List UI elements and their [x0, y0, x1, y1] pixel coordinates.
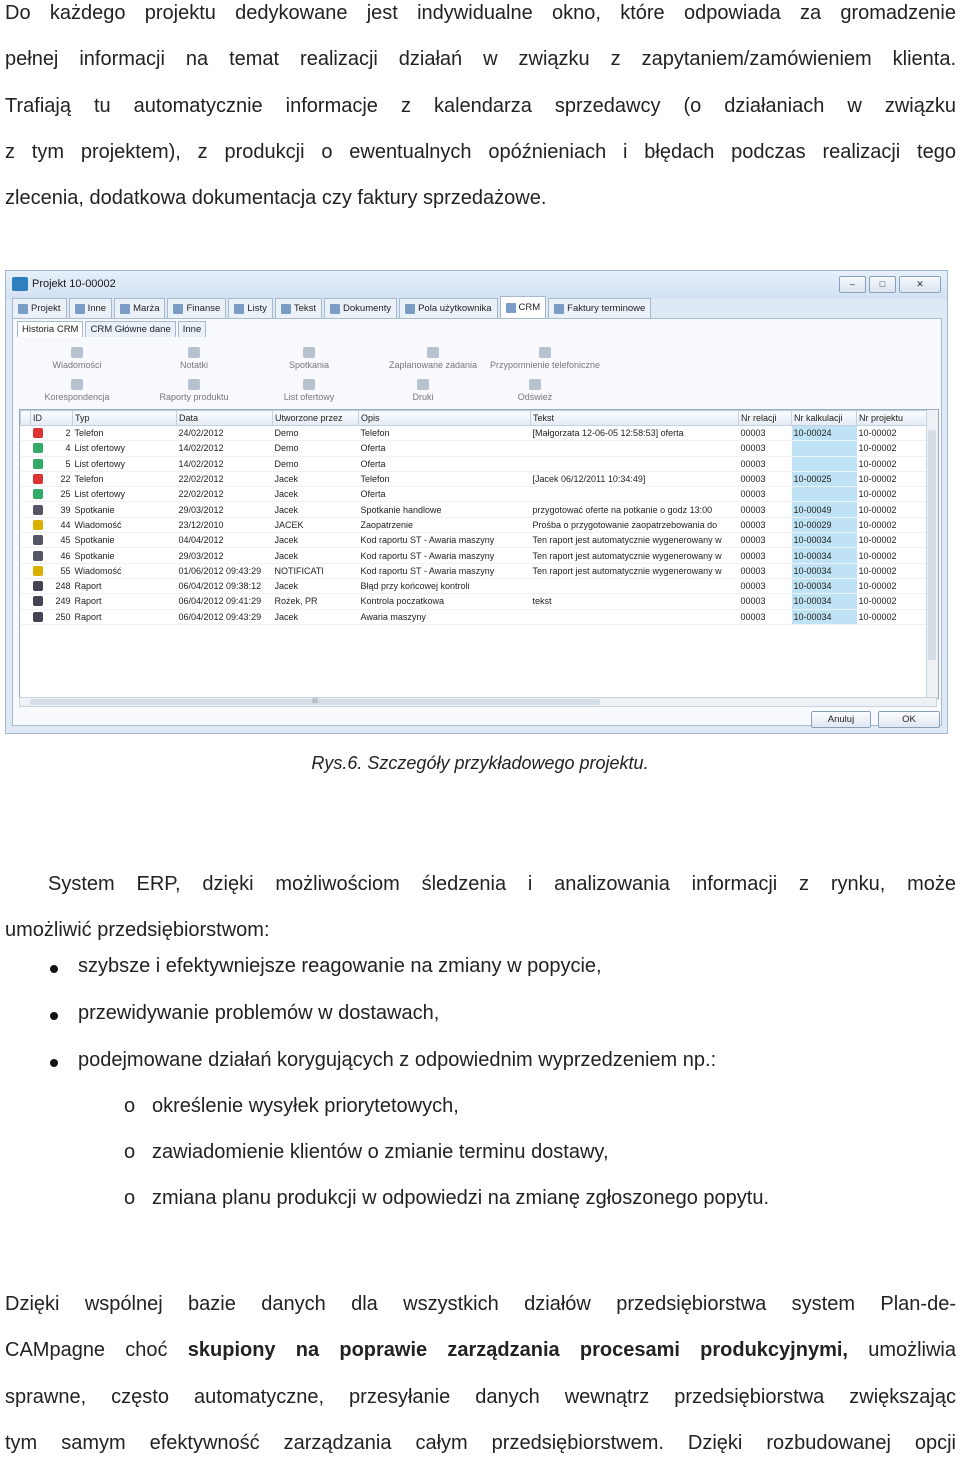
cell: 10-00029: [792, 517, 857, 532]
cell: Zaopatrzenie: [359, 517, 531, 532]
vertical-scroll-thumb[interactable]: [928, 430, 936, 660]
closing-text: CAMpagne choć: [5, 1339, 188, 1362]
cell: 23/12/2010: [177, 517, 273, 532]
cell-text: 39: [60, 504, 71, 515]
crm-history-grid: [19, 409, 939, 699]
cell: 10-00034: [792, 578, 857, 593]
column-header[interactable]: Nr projektu: [857, 411, 927, 426]
cell: Kod raportu ST - Awaria maszyny: [359, 563, 531, 578]
cell: [31, 456, 73, 471]
cell: [31, 594, 73, 609]
cell: List ofertowy: [73, 456, 177, 471]
row-type-icon: [33, 505, 43, 515]
table-row[interactable]: [21, 487, 927, 502]
tab-5[interactable]: [275, 298, 322, 318]
cell: 29/03/2012: [177, 502, 273, 517]
cell: Oferta: [359, 456, 531, 471]
tool-label: List ofertowy: [283, 392, 335, 402]
cell: [31, 533, 73, 548]
subtab-2[interactable]: Inne: [178, 321, 207, 337]
closing-line: [5, 1327, 956, 1373]
tab-label: Faktury terminowe: [567, 303, 646, 314]
row-type-icon: [33, 474, 43, 484]
cell: 00003: [739, 471, 792, 486]
tab-icon: [405, 304, 415, 314]
cell: 10-00002: [857, 471, 927, 486]
cell: [31, 502, 73, 517]
cell: Jacek: [273, 502, 359, 517]
cell: 00003: [739, 548, 792, 563]
column-header[interactable]: Nr relacji: [739, 411, 792, 426]
cell: 00003: [739, 441, 792, 456]
tab-label: Inne: [87, 303, 107, 314]
tab-label: Projekt: [31, 303, 61, 314]
title-bar: [6, 271, 947, 299]
print-tool[interactable]: [373, 379, 473, 402]
cell: [792, 487, 857, 502]
cell: 06/04/2012 09:38:12: [177, 578, 273, 593]
tab-icon: [173, 304, 183, 314]
cell: 10-00024: [792, 426, 857, 441]
sub-bullet-text: zmiana planu produkcji w odpowiedzi na zmianę zgłoszonego popytu.: [152, 1187, 770, 1209]
cell: Telefon: [359, 471, 531, 486]
cell: 04/04/2012: [177, 533, 273, 548]
messages-tool[interactable]: [27, 347, 127, 370]
tab-8[interactable]: [500, 296, 547, 318]
cell-text: 55: [60, 565, 71, 576]
row-selector[interactable]: [21, 441, 31, 456]
bullet-text: szybsze i efektywniejsze reagowanie na zmiany w popycie,: [78, 955, 602, 977]
cell: Jacek: [273, 471, 359, 486]
tab-9[interactable]: [548, 298, 651, 318]
cell-text: 248: [55, 581, 71, 592]
row-selector[interactable]: [21, 487, 31, 502]
cell: 24/02/2012: [177, 426, 273, 441]
row-type-icon: [33, 520, 43, 530]
row-type-icon: [33, 596, 43, 606]
cell: JACEK: [273, 517, 359, 532]
horizontal-scrollbar[interactable]: [19, 697, 937, 707]
closing-text: umożliwia: [847, 1339, 956, 1362]
crm-panel: [12, 318, 942, 726]
row-selector[interactable]: [21, 502, 31, 517]
cell-text: 5: [65, 458, 71, 469]
row-selector[interactable]: [21, 594, 31, 609]
sub-bullet-marker: o: [124, 1187, 136, 1209]
vertical-scrollbar[interactable]: [926, 410, 938, 698]
task-icon: [427, 347, 439, 358]
tab-0[interactable]: [12, 298, 67, 318]
cell: 10-00002: [857, 609, 927, 624]
cell: 10-00049: [792, 502, 857, 517]
row-type-icon: [33, 551, 43, 561]
refresh-tool[interactable]: [485, 379, 585, 402]
cell: Raport: [73, 594, 177, 609]
cell: Spotkanie: [73, 533, 177, 548]
tab-icon: [330, 304, 340, 314]
tab-4[interactable]: [228, 298, 273, 318]
cell: Demo: [273, 441, 359, 456]
cell: 10-00034: [792, 594, 857, 609]
cell: przygotować oferte na potkanie o godz 13:00: [531, 502, 739, 517]
app-icon: [12, 277, 28, 291]
cell-text: 46: [60, 550, 71, 561]
cell: 10-00002: [857, 502, 927, 517]
product-reports-tool[interactable]: [144, 379, 244, 402]
cell: Jacek: [273, 578, 359, 593]
intro-line: z tym projektem), z produkcji o ewentualnych opóźnieniach i błędach podczas realizacji tego: [5, 140, 956, 163]
cell: 14/02/2012: [177, 441, 273, 456]
cell: [31, 609, 73, 624]
table-row[interactable]: [21, 578, 927, 593]
closing-bold-text: skupiony na poprawie zarządzania procesami produkcyjnymi,: [187, 1339, 848, 1362]
table-row[interactable]: [21, 441, 927, 456]
sub-bullet-text: zawiadomienie klientów o zmianie terminu dostawy,: [152, 1141, 609, 1163]
cell-text: 25: [60, 489, 71, 500]
cell: [Małgorzata 12-06-05 12:58:53] oferta: [531, 426, 739, 441]
cell: Oferta: [359, 487, 531, 502]
cell: Jacek: [273, 533, 359, 548]
cell: 10-00034: [792, 548, 857, 563]
cell: 10-00034: [792, 563, 857, 578]
cell: 10-00002: [857, 426, 927, 441]
table-row[interactable]: [21, 426, 927, 441]
cell: 10-00002: [857, 578, 927, 593]
grid-header: [21, 411, 927, 426]
cell: tekst: [531, 594, 739, 609]
column-header[interactable]: Typ: [73, 411, 177, 426]
cell: [31, 441, 73, 456]
row-selector[interactable]: [21, 456, 31, 471]
tab-label: Dokumenty: [343, 303, 392, 314]
cell: Kod raportu ST - Awaria maszyny: [359, 533, 531, 548]
sub-bullet-marker: o: [124, 1141, 136, 1163]
cell: 00003: [739, 517, 792, 532]
table-row[interactable]: [21, 609, 927, 624]
tab-icon: [234, 304, 244, 314]
cell: Demo: [273, 456, 359, 471]
closing-paragraph: [5, 1281, 956, 1466]
ok-button[interactable]: OK: [878, 711, 940, 728]
subtab-1[interactable]: CRM Główne dane: [85, 321, 175, 337]
sub-bullet-marker: o: [124, 1095, 136, 1117]
correspondence-tool[interactable]: [27, 379, 127, 402]
tool-label: Zaplanowane zadania: [388, 360, 478, 370]
closing-line: tym samym efektywność zarządzania całym przedsiębiorstwem. Dzięki rozbudowanej opcji: [5, 1431, 956, 1454]
tab-icon: [281, 304, 291, 314]
cell: Spotkanie: [73, 548, 177, 563]
report-icon: [188, 379, 200, 390]
cell: Raport: [73, 578, 177, 593]
tab-label: Pola użytkownika: [418, 303, 492, 314]
cell: [Jacek 06/12/2011 10:34:49]: [531, 471, 739, 486]
cell: 00003: [739, 594, 792, 609]
cell: Prośba o przygotowanie zaopatrzebowania do: [531, 517, 739, 532]
printer-icon: [417, 379, 429, 390]
cell: 10-00034: [792, 609, 857, 624]
cell: [531, 578, 739, 593]
column-header[interactable]: Utworzone przez: [273, 411, 359, 426]
meeting-icon: [303, 347, 315, 358]
column-header[interactable]: Tekst: [531, 411, 739, 426]
erp-line: System ERP, dzięki możliwościom śledzenia i analizowania informacji z rynku, może: [48, 873, 956, 895]
cell: [531, 609, 739, 624]
cell: 10-00002: [857, 441, 927, 456]
tab-label: Marża: [133, 303, 160, 314]
meetings-tool[interactable]: [259, 347, 359, 370]
cell: List ofertowy: [73, 441, 177, 456]
cell: Jacek: [273, 487, 359, 502]
cell: Jacek: [273, 609, 359, 624]
tool-label: Spotkania: [288, 360, 330, 370]
cell: Raport: [73, 609, 177, 624]
intro-line: zlecenia, dodatkowa dokumentacja czy faktury sprzedażowe.: [5, 187, 547, 210]
cell-text: 2: [65, 428, 71, 439]
cell: 00003: [739, 609, 792, 624]
cell-text: 249: [55, 596, 71, 607]
subtab-0[interactable]: Historia CRM: [17, 321, 83, 337]
cell: Wiadomość: [73, 517, 177, 532]
cell: 10-00002: [857, 548, 927, 563]
row-selector-header: [21, 411, 31, 426]
row-type-icon: [33, 566, 43, 576]
cell-text: 250: [55, 611, 71, 622]
cell: Ten raport jest automatycznie wygenerowany w: [531, 548, 739, 563]
cell: Oferta: [359, 441, 531, 456]
cell: Awaria maszyny: [359, 609, 531, 624]
cell: 22/02/2012: [177, 471, 273, 486]
tool-label: Raporty produktu: [159, 392, 229, 402]
notes-tool[interactable]: [144, 347, 244, 370]
tab-label: Listy: [247, 303, 267, 314]
tab-icon: [554, 304, 564, 314]
column-header[interactable]: Data: [177, 411, 273, 426]
tool-label: Wiadomości: [52, 360, 102, 370]
cell: 10-00002: [857, 456, 927, 471]
cell: Wiadomość: [73, 563, 177, 578]
cell: Spotkanie: [73, 502, 177, 517]
tool-label: Notatki: [179, 360, 208, 370]
column-header[interactable]: ID: [31, 411, 73, 426]
cell: 00003: [739, 456, 792, 471]
cell: 10-00002: [857, 487, 927, 502]
bullet-dot: [50, 1059, 58, 1067]
tab-7[interactable]: [399, 298, 497, 318]
tool-label: Przypomnienie telefoniczne: [489, 360, 601, 370]
cell: Kod raportu ST - Awaria maszyny: [359, 548, 531, 563]
column-header[interactable]: Nr kalkulacji: [792, 411, 857, 426]
phone-icon: [539, 347, 551, 358]
cell: 00003: [739, 563, 792, 578]
table-row[interactable]: [21, 548, 927, 563]
cell: Błąd przy końcowej kontroli: [359, 578, 531, 593]
tab-6[interactable]: [324, 298, 397, 318]
cancel-button[interactable]: Anuluj: [811, 711, 871, 728]
letter-icon: [303, 379, 315, 390]
table-row[interactable]: [21, 594, 927, 609]
crm-subtabs: [17, 321, 208, 337]
cell: 00003: [739, 502, 792, 517]
row-type-icon: [33, 489, 43, 499]
cell: [31, 563, 73, 578]
cell: Telefon: [359, 426, 531, 441]
cell-text: 4: [65, 443, 71, 454]
refresh-icon: [529, 379, 541, 390]
erp-line: umożliwić przedsiębiorstwom:: [5, 919, 270, 942]
row-type-icon: [33, 428, 43, 438]
cell: 10-00002: [857, 517, 927, 532]
closing-line: Dzięki wspólnej bazie danych dla wszystkich działów przedsiębiorstwa system Plan-de-: [5, 1293, 956, 1315]
cell: Ten raport jest automatycznie wygenerowany w: [531, 563, 739, 578]
offer-letter-tool[interactable]: [259, 379, 359, 402]
cell: [31, 548, 73, 563]
window-title: Projekt 10-00002: [32, 278, 116, 290]
table-row[interactable]: [21, 533, 927, 548]
sub-bullet-text: określenie wysyłek priorytetowych,: [152, 1095, 459, 1117]
cell: Telefon: [73, 426, 177, 441]
bullet-dot: [50, 965, 58, 973]
row-selector[interactable]: [21, 548, 31, 563]
minimize-button[interactable]: –: [839, 276, 866, 293]
cell: 00003: [739, 426, 792, 441]
figure-caption: Rys.6. Szczegóły przykładowego projektu.: [311, 753, 649, 773]
bullet-dot: [50, 1012, 58, 1020]
column-header[interactable]: Opis: [359, 411, 531, 426]
cell: 10-00002: [857, 563, 927, 578]
tab-label: CRM: [518, 302, 541, 313]
cell: Ten raport jest automatycznie wygenerowany w: [531, 533, 739, 548]
intro-line: pełnej informacji na temat realizacji działań w związku z zapytaniem/zamówieniem klienta.: [5, 48, 956, 71]
erp-paragraph: [5, 861, 956, 954]
tool-label: Druki: [412, 392, 434, 402]
cell: 01/06/2012 09:43:29: [177, 563, 273, 578]
tab-3[interactable]: [167, 298, 226, 318]
tab-2[interactable]: [114, 298, 165, 318]
tab-icon: [506, 303, 516, 313]
cell: 10-00002: [857, 594, 927, 609]
cell: Rożek, PR: [273, 594, 359, 609]
row-selector[interactable]: [21, 578, 31, 593]
main-tabs: [12, 298, 653, 318]
close-button[interactable]: ✕: [899, 276, 941, 293]
envelope-icon: [71, 347, 83, 358]
cell: 00003: [739, 533, 792, 548]
cell: 06/04/2012 09:41:29: [177, 594, 273, 609]
cell: 29/03/2012: [177, 548, 273, 563]
cell-text: 44: [60, 519, 71, 530]
cell: [792, 456, 857, 471]
cell: Jacek: [273, 548, 359, 563]
cell: [792, 441, 857, 456]
row-selector[interactable]: [21, 426, 31, 441]
tool-label: Odśwież: [517, 392, 553, 402]
cell: [31, 471, 73, 486]
crm-toolbar: [15, 341, 939, 403]
cell: [531, 456, 739, 471]
cell: [31, 578, 73, 593]
bullet-text: przewidywanie problemów w dostawach,: [78, 1002, 440, 1024]
cell: List ofertowy: [73, 487, 177, 502]
maximize-button[interactable]: □: [869, 276, 896, 293]
cell: [31, 426, 73, 441]
tab-icon: [120, 304, 130, 314]
cell: Kontrola poczatkowa: [359, 594, 531, 609]
table-row[interactable]: [21, 456, 927, 471]
intro-line: Trafiają tu automatycznie informacje z kalendarza sprzedawcy (o działaniach w związku: [5, 94, 956, 117]
cell: Demo: [273, 426, 359, 441]
row-type-icon: [33, 612, 43, 622]
cell: 22/02/2012: [177, 487, 273, 502]
cell: [531, 487, 739, 502]
row-selector[interactable]: [21, 533, 31, 548]
row-selector[interactable]: [21, 609, 31, 624]
cell: 10-00002: [857, 533, 927, 548]
cell-text: 22: [60, 474, 71, 485]
intro-paragraph: [5, 0, 956, 221]
row-type-icon: [33, 459, 43, 469]
cell: Telefon: [73, 471, 177, 486]
cell: 10-00025: [792, 471, 857, 486]
cell: Spotkanie handlowe: [359, 502, 531, 517]
cell: 00003: [739, 487, 792, 502]
cell: 00003: [739, 578, 792, 593]
note-icon: [188, 347, 200, 358]
row-type-icon: [33, 535, 43, 545]
intro-line: Do każdego projektu dedykowane jest indywidualne okno, które odpowiada za gromadzenie: [5, 2, 956, 24]
tab-label: Finanse: [186, 303, 221, 314]
cell-text: 45: [60, 535, 71, 546]
cell: 10-00034: [792, 533, 857, 548]
mail-icon: [71, 379, 83, 390]
table-row[interactable]: [21, 563, 927, 578]
cell: [531, 441, 739, 456]
cell: [31, 517, 73, 532]
table-row[interactable]: [21, 471, 927, 486]
row-selector[interactable]: [21, 563, 31, 578]
bullet-text: podejmowane działań korygujących z odpowiednim wyprzedzeniem np.:: [78, 1049, 717, 1071]
project-window: [5, 270, 948, 734]
tab-icon: [18, 304, 28, 314]
row-selector[interactable]: [21, 517, 31, 532]
phone-reminder-tool[interactable]: [485, 347, 605, 370]
cell: [31, 487, 73, 502]
scheduled-tasks-tool[interactable]: [373, 347, 493, 370]
row-type-icon: [33, 581, 43, 591]
cell: NOTIFICATI: [273, 563, 359, 578]
row-type-icon: [33, 443, 43, 453]
tool-label: Korespondencja: [44, 392, 110, 402]
tab-1[interactable]: [69, 298, 113, 318]
cell: 14/02/2012: [177, 456, 273, 471]
tab-label: Tekst: [293, 303, 317, 314]
tab-icon: [75, 304, 85, 314]
cell: 06/04/2012 09:43:29: [177, 609, 273, 624]
closing-line: sprawne, często automatyczne, przesyłanie danych wewnątrz przedsiębiorstwa zwiększając: [5, 1385, 956, 1408]
row-selector[interactable]: [21, 471, 31, 486]
horizontal-scroll-thumb[interactable]: III: [30, 699, 600, 705]
table-row[interactable]: [21, 502, 927, 517]
table-row[interactable]: [21, 517, 927, 532]
